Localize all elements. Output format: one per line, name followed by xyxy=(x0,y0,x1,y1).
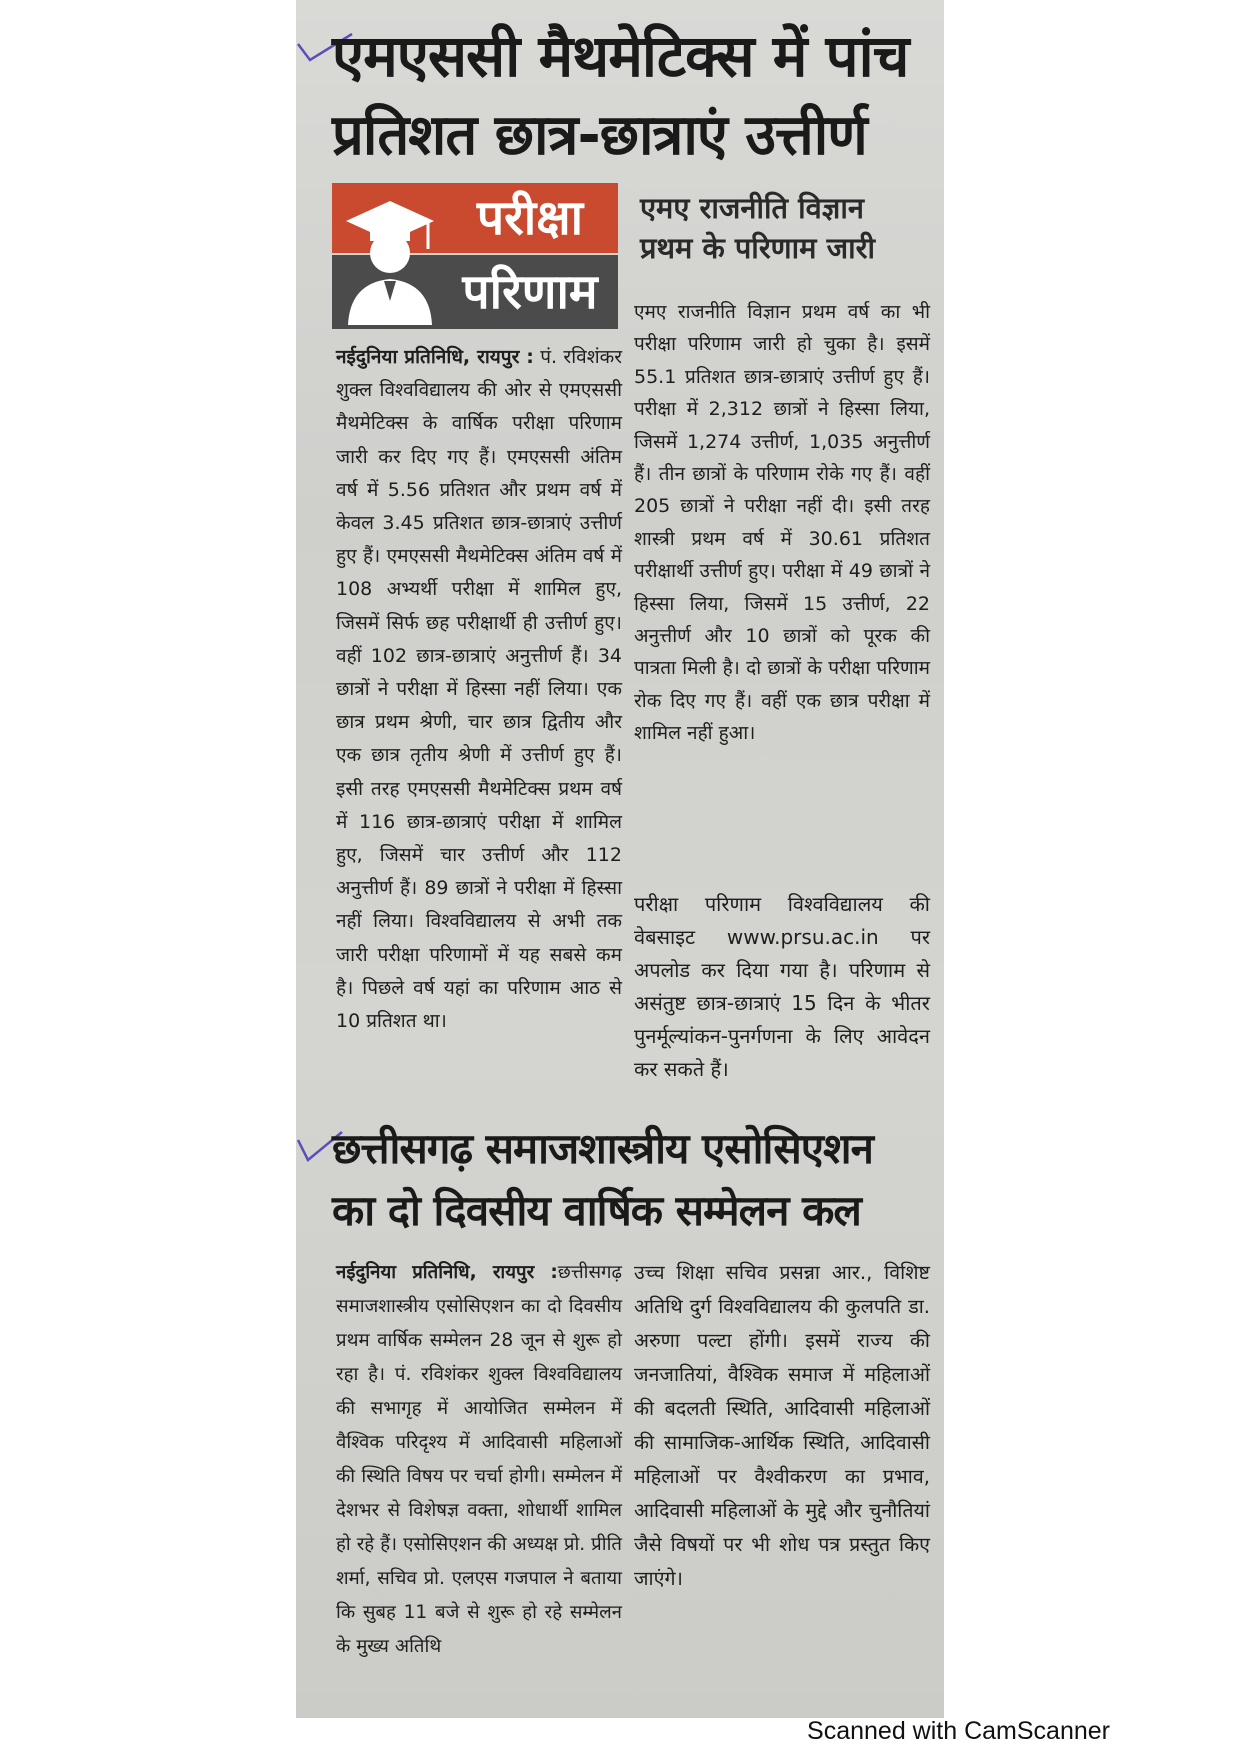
article2-column2: उच्च शिक्षा सचिव प्रसन्ना आर., विशिष्ट अतिथि दुर्ग विश्वविद्यालय की कुलपति डा. अरुणा पल्टा होंगी। इसमें राज्य की जनजातियां, वैश्विक समाज में महिलाओं की बदलती स्थिति, आदिवासी महिलाओं की सामाजिक-आर्थिक स्थिति, आदिवासी महिलाओं पर वैश्वीकरण का प्रभाव, आदिवासी महिलाओं के मुद्दे और चुनौतियां जैसे विषयों पर भी शोध पत्र प्रस्तुत किए जाएंगे। xyxy=(634,1261,930,1590)
exam-result-badge xyxy=(332,183,618,329)
badge-label-exam: परीक्षा xyxy=(476,190,584,246)
article1-body xyxy=(336,341,622,1038)
article1-body-text: पं. रविशंकर शुक्ल विश्वविद्यालय की ओर से एमएससी मैथमेटिक्स के वार्षिक परीक्षा परिणाम जारी कर दिए गए हैं। एमएससी अंतिम वर्ष में 5.56 प्रतिशत और प्रथम वर्ष में केवल 3.45 प्रतिशत छात्र-छात्राएं उत्तीर्ण हुए हैं। एमएससी मैथमेटिक्स अंतिम वर्ष में 108 अभ्यर्थी परीक्षा में शामिल हुए, जिसमें सिर्फ छह परीक्षार्थी ही उत्तीर्ण हुए। वहीं 102 छात्र-छात्राएं अनुत्तीर्ण हैं। 34 छात्रों ने परीक्षा में हिस्सा नहीं लिया। एक छात्र प्रथम श्रेणी, चार छात्र द्वितीय और एक छात्र तृतीय श्रेणी में उत्तीर्ण हुए हैं। इसी तरह एमएससी मैथमेटिक्स प्रथम वर्ष में 116 छात्र-छात्राएं परीक्षा में शामिल हुए, जिसमें चार उत्तीर्ण और 112 अनुत्तीर्ण हैं। 89 छात्रों ने परीक्षा में हिस्सा नहीं लिया। विश्वविद्यालय से अभी तक जारी परीक्षा परिणामों में यह सबसे कम है। पिछले वर्ष यहां का परिणाम आठ से 10 प्रतिशत था। xyxy=(336,346,622,1033)
article2-dateline: नईदुनिया प्रतिनिधि, रायपुर : xyxy=(336,1262,558,1283)
article1-dateline: नईदुनिया प्रतिनिधि, रायपुर : xyxy=(336,346,534,368)
article2-column1 xyxy=(336,1256,622,1664)
article1-side-body: एमए राजनीति विज्ञान प्रथम वर्ष का भी परीक्षा परिणाम जारी हो चुका है। इसमें 55.1 प्रतिशत छात्र-छात्राएं उत्तीर्ण हुए हैं। परीक्षा में 2,312 छात्रों ने हिस्सा लिया, जिसमें 1,274 उत्तीर्ण, 1,035 अनुत्तीर्ण हैं। तीन छात्रों के परिणाम रोके गए हैं। वहीं 205 छात्रों ने परीक्षा नहीं दी। इसी तरह शास्त्री प्रथम वर्ष में 30.61 प्रतिशत परीक्षार्थी उत्तीर्ण हुए। परीक्षा में 49 छात्रों ने हिस्सा लिया, जिसमें 15 उत्तीर्ण, 22 अनुत्तीर्ण और 10 छात्रों को पूरक की पात्रता मिली है। दो छात्रों के परीक्षा परिणाम रोक दिए गए हैं। वहीं एक छात्र परीक्षा में शामिल नहीं हुआ। xyxy=(634,301,930,745)
graduate-icon xyxy=(342,191,438,325)
article2-column1-text: छत्तीसगढ़ समाजशास्त्रीय एसोसिएशन का दो दिवसीय प्रथम वार्षिक सम्मेलन 28 जून से शुरू हो रहा है। पं. रविशंकर शुक्ल विश्वविद्यालय की सभागृह में आयोजित सम्मेलन में वैश्विक परिदृश्य में आदिवासी महिलाओं की स्थिति विषय पर चर्चा होगी। सम्मेलन में देशभर से विशेषज्ञ वक्ता, शोधार्थी शामिल हो रहे हैं। एसोसिएशन की अध्यक्ष प्रो. प्रीति शर्मा, सचिव प्रो. एलएस गजपाल ने बताया कि सुबह 11 बजे से शुरू हो रहे सम्मेलन के मुख्य अतिथि xyxy=(336,1262,622,1657)
article1-side-body2: परीक्षा परिणाम विश्वविद्यालय की वेबसाइट www.prsu.ac.in पर अपलोड कर दिया गया है। परिणाम से असंतुष्ट छात्र-छात्राएं 15 दिन के भीतर पुनर्मूल्यांकन-पुनर्गणना के लिए आवेदन कर सकते हैं। xyxy=(634,892,930,1081)
badge-label-result: परिणाम xyxy=(462,264,598,320)
article1-headline-line1: एमएससी मैथमेटिक्स में पांच xyxy=(332,22,909,90)
article2-headline-line2: का दो दिवसीय वार्षिक सम्मेलन कल xyxy=(332,1186,861,1235)
camscanner-watermark: Scanned with CamScanner xyxy=(807,1717,1110,1745)
article1-sub-headline: एमए राजनीति विज्ञान प्रथम के परिणाम जारी xyxy=(640,191,875,265)
article2-headline-line1: छत्तीसगढ़ समाजशास्त्रीय एसोसिएशन xyxy=(332,1124,873,1173)
article1-headline-line2: प्रतिशत छात्र-छात्राएं उत्तीर्ण xyxy=(332,103,867,168)
newspaper-clipping xyxy=(296,0,944,1718)
